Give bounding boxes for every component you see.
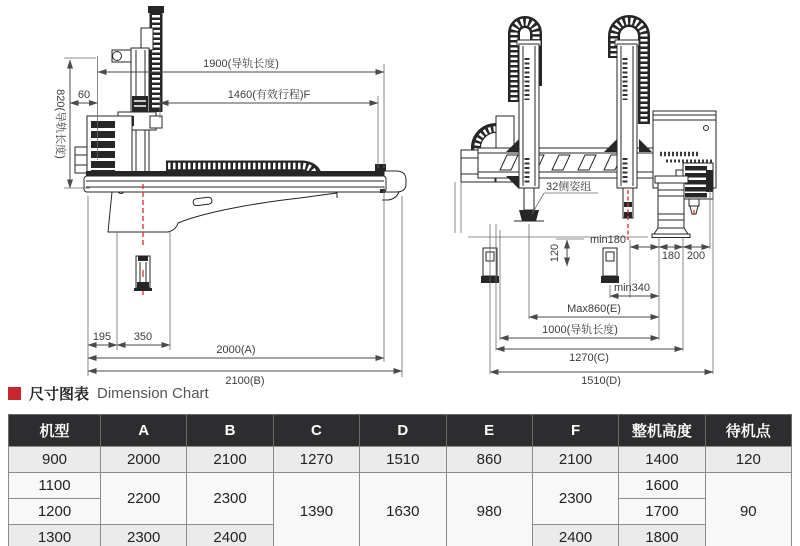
arm-callout [532, 179, 598, 214]
dim-200-label: 200 [686, 250, 706, 262]
cell-f: 2100 [532, 447, 618, 473]
machine-bed-profile [108, 192, 399, 232]
cell-a: 2200 [101, 473, 187, 525]
cell-e: 980 [446, 473, 532, 546]
dim-120-label: 120 [549, 243, 561, 263]
front-arm-1 [514, 40, 544, 221]
extension-lines-left [64, 56, 402, 377]
box-stubs [455, 182, 461, 233]
mount-post-2 [601, 248, 619, 283]
cell-height: 1700 [619, 499, 705, 525]
cell-standby: 90 [705, 473, 791, 546]
vertical-cable-chain [148, 6, 164, 112]
col-header-b: B [187, 415, 273, 447]
table-row-1100 [9, 473, 792, 499]
cell-standby: 120 [705, 447, 791, 473]
cell-a: 2000 [101, 447, 187, 473]
table-header-row [9, 415, 792, 447]
dim-b-label: 2100(B) [225, 375, 265, 387]
cell-b: 2100 [187, 447, 273, 473]
col-header-f: F [532, 415, 618, 447]
dim-a-label: 2000(A) [216, 344, 256, 356]
cell-height: 1600 [619, 473, 705, 499]
cell-height: 1400 [619, 447, 705, 473]
support-column [652, 176, 690, 238]
cell-c: 1390 [273, 473, 359, 546]
dim-rail-side-label: 820(导轨长度) [54, 89, 66, 159]
dim-180-label: 180 [661, 250, 681, 262]
cell-model: 1300 [9, 525, 101, 546]
cell-e: 860 [446, 447, 532, 473]
col-header-model: 机型 [9, 415, 101, 447]
dim-rail-top-label: 1900(导轨长度) [203, 58, 279, 70]
right-front-view [455, 21, 716, 387]
cell-height: 1800 [619, 525, 705, 546]
dim-maxE-label: Max860(E) [567, 303, 621, 315]
cell-f: 2400 [532, 525, 618, 546]
gripper [134, 256, 152, 291]
arm-callout-label: 32侧姿组 [546, 181, 592, 193]
section-title-zh: 尺寸图表 [29, 386, 90, 403]
dim-min180-label: min180 [589, 234, 627, 246]
cell-f: 2300 [532, 473, 618, 525]
cell-model: 1100 [9, 473, 101, 499]
cell-model: 1200 [9, 499, 101, 525]
cell-c: 1270 [273, 447, 359, 473]
col-header-a: A [101, 415, 187, 447]
cell-b: 2300 [187, 473, 273, 525]
cell-d: 1510 [360, 447, 446, 473]
dimension-table [8, 414, 792, 546]
dim-stroke-label: 1460(有效行程)F [227, 89, 311, 101]
cell-d: 1630 [360, 473, 446, 546]
dim-60-label: 60 [77, 89, 91, 101]
dim-rail-label: 1000(导轨长度) [542, 324, 618, 336]
dim-d-label: 1510(D) [581, 375, 621, 387]
dim-350-label: 350 [133, 331, 153, 343]
col-header-e: E [446, 415, 532, 447]
left-side-view [54, 6, 406, 387]
dimensions-left [54, 56, 402, 387]
dim-min340-label: min340 [613, 282, 651, 294]
dim-c-label: 1270(C) [569, 352, 609, 364]
dimensions-right [490, 234, 713, 387]
col-header-c: C [273, 415, 359, 447]
section-title-en: Dimension Chart [97, 385, 209, 402]
col-header-height: 整机高度 [619, 415, 705, 447]
dim-195-label: 195 [92, 331, 112, 343]
section-title [8, 383, 209, 404]
col-header-standby: 待机点 [705, 415, 791, 447]
table-row-900 [9, 447, 792, 473]
cell-model: 900 [9, 447, 101, 473]
cell-b: 2400 [187, 525, 273, 546]
col-header-d: D [360, 415, 446, 447]
red-square-bullet-icon [8, 387, 21, 400]
cell-a: 2300 [101, 525, 187, 546]
front-arm-2 [615, 40, 639, 240]
